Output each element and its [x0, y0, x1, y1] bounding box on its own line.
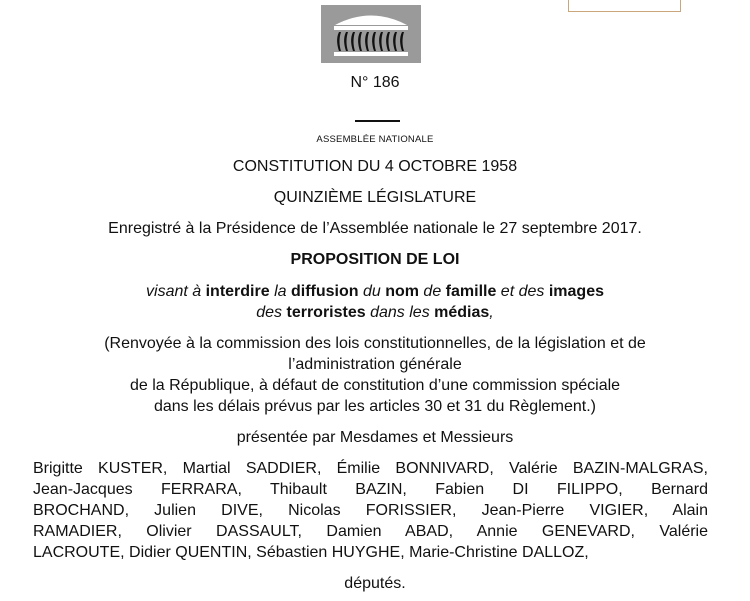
title-segment: ,: [489, 304, 494, 321]
referral-line-1: (Renvoyée à la commission des lois constitutionnelles, de la législation et de: [104, 335, 646, 352]
title-segment: des: [256, 304, 287, 321]
assembly-name: ASSEMBLÉE NATIONALE: [316, 134, 434, 145]
title-segment: de: [418, 283, 446, 300]
title-segment: dans les: [365, 304, 435, 321]
presented-by: présentée par Mesdames et Messieurs: [236, 429, 514, 446]
title-segment: terroristes: [286, 304, 366, 321]
title-segment: diffusion: [290, 283, 359, 300]
bill-type: PROPOSITION DE LOI: [290, 251, 460, 268]
authors-line: RAMADIER, Olivier DASSAULT, Damien ABAD, Annie GENEVARD, Valérie: [33, 523, 708, 540]
title-segment: images: [548, 283, 604, 300]
title-segment: la: [269, 283, 291, 300]
divider-rule: [355, 120, 400, 122]
authors-line: Jean-Jacques FERRARA, Thibault BAZIN, Fabien DI FILIPPO, Bernard: [33, 481, 708, 498]
bill-title-line-1: [0, 283, 750, 301]
title-segment: visant à: [146, 283, 206, 300]
title-segment: du: [358, 283, 386, 300]
assemblee-nationale-logo: [321, 5, 421, 63]
referral-line-4: dans les délais prévus par les articles 30 et 31 du Règlement.): [153, 398, 596, 415]
corner-frame: [568, 0, 681, 12]
title-segment: famille: [445, 283, 497, 300]
document-number: N° 186: [350, 74, 400, 91]
legislature-line: QUINZIÈME LÉGISLATURE: [273, 189, 477, 206]
title-segment: nom: [385, 283, 419, 300]
bill-title-line-2: [0, 304, 750, 322]
title-segment: interdire: [205, 283, 270, 300]
referral-line-2: l’administration générale: [288, 356, 462, 373]
authors-line: Brigitte KUSTER, Martial SADDIER, Émilie BONNIVARD, Valérie BAZIN-MALGRAS,: [33, 460, 708, 477]
constitution-line: CONSTITUTION DU 4 OCTOBRE 1958: [232, 158, 518, 175]
registration-line: Enregistré à la Présidence de l’Assemblée nationale le 27 septembre 2017.: [108, 220, 642, 237]
title-segment: médias: [434, 304, 490, 321]
closing-deputes: députés.: [344, 575, 406, 592]
authors-line: LACROUTE, Didier QUENTIN, Sébastien HUYGHE, Marie-Christine DALLOZ,: [33, 544, 589, 561]
title-segment: et des: [496, 283, 549, 300]
authors-line: BROCHAND, Julien DIVE, Nicolas FORISSIER, Jean-Pierre VIGIER, Alain: [33, 502, 708, 519]
referral-line-3: de la République, à défaut de constitution d’une commission spéciale: [129, 377, 621, 394]
